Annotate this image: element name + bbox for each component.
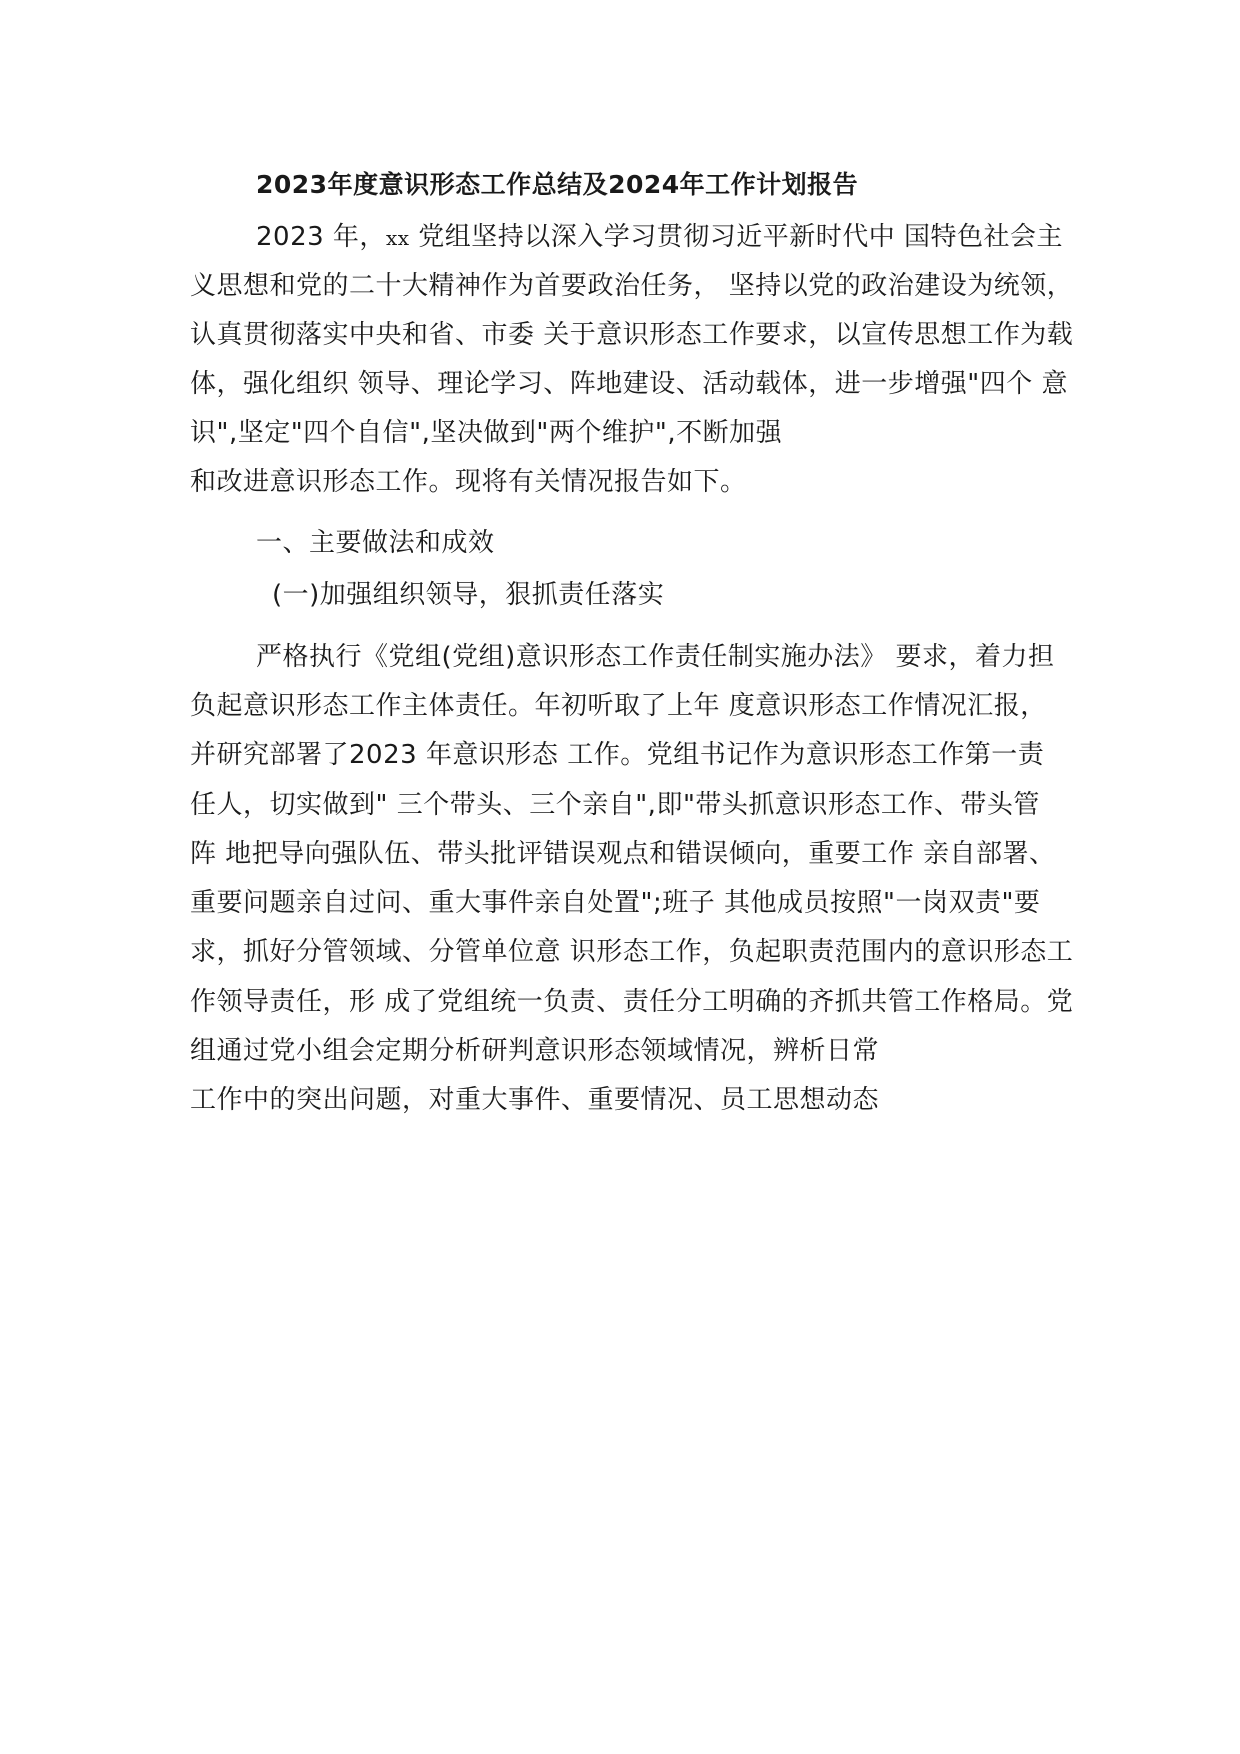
paragraph-line: 工作中的突出问题，对重大事件、重要情况、员工思想动态 [190,1085,880,1115]
intro-line-5: 识",坚定"四个自信",坚决做到"两个维护",不断加强 [190,418,783,448]
document-title: 2023年度意识形态工作总结及2024年工作计划报告 [256,170,859,199]
intro-line-3: 认真贯彻落实中央和省、市委 关于意识形态工作要求，以宣传思想工作为载 [190,320,1074,350]
intro-line-1-end: 党组坚持以深入学习贯彻习近平新时代中 国特色社会主 [409,222,1064,252]
organization-placeholder: xx [385,226,410,250]
subsection-heading: (一)加强组织领导，狠抓责任落实 [272,580,665,610]
paragraph-line: 组通过党小组会定期分析研判意识形态领域情况，辨析日常 [190,1036,880,1066]
intro-line-1 [256,222,1063,253]
intro-line-6: 和改进意识形态工作。现将有关情况报告如下。 [190,467,747,497]
paragraph-line: 求，抓好分管领域、分管单位意 识形态工作，负起职责范围内的意识形态工 [190,937,1074,967]
intro-line-1-start: 2023 年， [256,222,386,252]
section-heading: 一、主要做法和成效 [256,528,495,558]
intro-line-2: 义思想和党的二十大精神作为首要政治任务， 坚持以党的政治建设为统领， [190,271,1074,301]
paragraph-line: 阵 地把导向强队伍、带头批评错误观点和错误倾向，重要工作 亲自部署、 [190,839,1056,869]
paragraph-line: 并研究部署了2023 年意识形态 工作。党组书记作为意识形态工作第一责 [190,740,1045,770]
paragraph-line: 任人，切实做到" 三个带头、三个亲自",即"带头抓意识形态工作、带头管 [190,790,1040,820]
paragraph-line: 严格执行《党组(党组)意识形态工作责任制实施办法》 要求，着力担 [256,642,1055,672]
intro-line-4: 体，强化组织 领导、理论学习、阵地建设、活动载体，进一步增强"四个 意 [190,369,1068,399]
paragraph-line: 重要问题亲自过问、重大事件亲自处置";班子 其他成员按照"一岗双责"要 [190,888,1041,918]
paragraph-line: 作领导责任，形 成了党组统一负责、责任分工明确的齐抓共管工作格局。党 [190,987,1074,1017]
paragraph-line: 负起意识形态工作主体责任。年初听取了上年 度意识形态工作情况汇报， [190,691,1047,721]
